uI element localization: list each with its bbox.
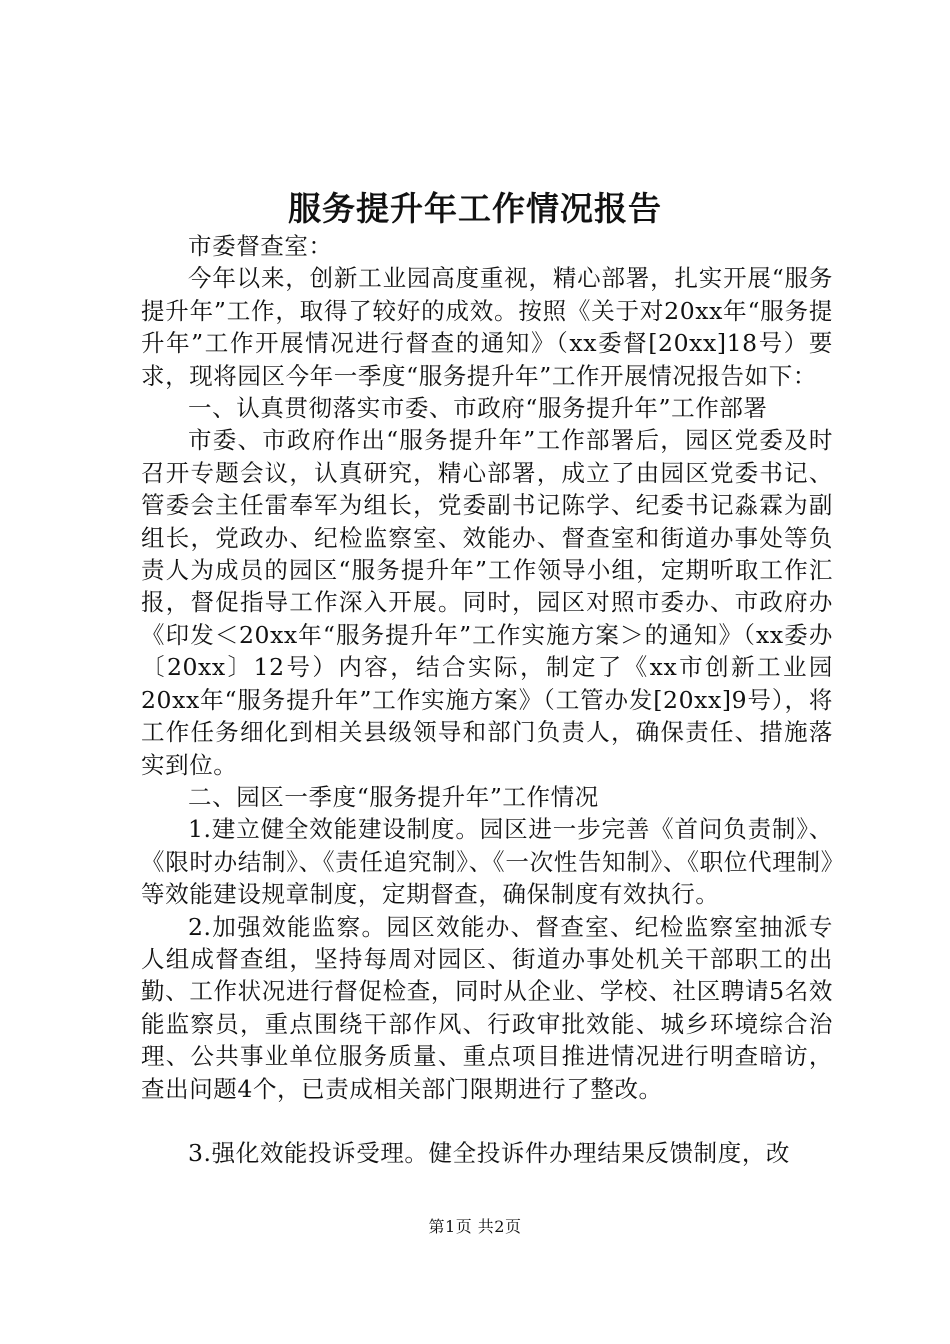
paragraph-deployment: 市委、市政府作出“服务提升年”工作部署后，园区党委及时召开专题会议，认真研究，精心部署，成立了由园区党委书记、管委会主任雷奉军为组长，党委副书记陈学、纪委书记淼霖为副组长，党政办、纪检监察室、效能办、督查室和街道办事处等负责人为成员的园区“服务提升年”工作领导小组，定期听取工作汇报，督促指导工作深入开展。同时，园区对照市委办、市政府办《印发＜20xx年“服务提升年”工作实施方案＞的通知》（xx委办〔20xx〕12号）内容，结合实际，制定了《xx市创新工业园20xx年“服务提升年”工作实施方案》（工管办发[20xx]9号），将工作任务细化到相关县级领导和部门负责人，确保责任、措施落实到位。 [141,426,833,779]
paragraph-item-1: 1.建立健全效能建设制度。园区进一步完善《首问负责制》、《限时办结制》、《责任追究制》、《一次性告知制》、《职位代理制》等效能建设规章制度，定期督查，确保制度有效执行。 [141,815,833,909]
paragraph-item-2: 2.加强效能监察。园区效能办、督查室、纪检监察室抽派专人组成督查组，坚持每周对园区、街道办事处机关干部职工的出勤、工作状况进行督促检查，同时从企业、学校、社区聘请5名效能监察员，重点围绕干部作风、行政审批效能、城乡环境综合治理、公共事业单位服务质量、重点项目推进情况进行明查暗访，查出问题4个，已责成相关部门限期进行了整改。 [141,912,833,1103]
paragraph-item-3: 3.强化效能投诉受理。健全投诉件办理结果反馈制度，改 [188,1138,791,1167]
salutation: 市委督查室： [188,232,333,260]
document-title: 服务提升年工作情况报告 [288,189,662,228]
section-heading-2: 二、园区一季度“服务提升年”工作情况 [188,782,599,811]
page-number-footer: 第1页 共2页 [428,1217,522,1236]
section-heading-1: 一、认真贯彻落实市委、市政府“服务提升年”工作部署 [188,394,768,423]
paragraph-intro: 今年以来，创新工业园高度重视，精心部署，扎实开展“服务提升年”工作，取得了较好的成效。按照《关于对20xx年“服务提升年”工作开展情况进行督查的通知》（xx委督[20xx]18号）要求，现将园区今年一季度“服务提升年”工作开展情况报告如下： [141,264,833,390]
document-body [141,230,833,1169]
